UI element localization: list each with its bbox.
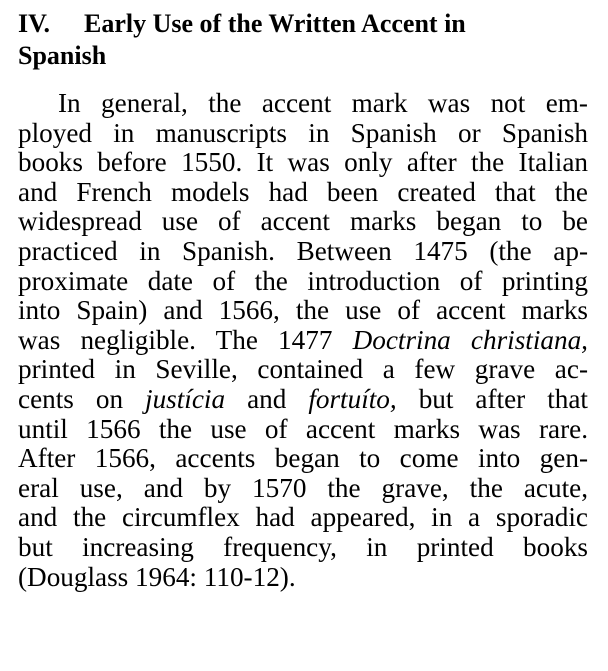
section-number: IV. [18, 9, 51, 38]
paragraph-line: and the circumflex had appeared, in a sporadic [18, 502, 588, 533]
paragraph-line: proximate date of the introduction of printing [18, 265, 588, 296]
paragraph-line [18, 326, 588, 356]
italic-title: Doctrina christiana, [352, 324, 588, 355]
paragraph-line [18, 385, 588, 415]
paragraph-line: books before 1550. It was only after the Italian [18, 147, 588, 178]
paragraph-line: into Spain) and 1566, the use of accent marks [18, 295, 588, 326]
text-segment: but after that [396, 383, 588, 414]
italic-word: fortuíto, [308, 383, 397, 414]
italic-word: justícia [145, 383, 226, 414]
paragraph-line: until 1566 the use of accent marks was rare. [18, 413, 588, 444]
document-page [18, 8, 588, 592]
text-segment: and [225, 383, 309, 414]
paragraph-line: (Douglass 1964: 110-12). [18, 561, 296, 592]
text-segment: was negligible. The 1477 [18, 324, 353, 355]
paragraph-line: practiced in Spanish. Between 1475 (the ap- [18, 235, 588, 266]
section-title: Early Use of the Written Accent in [84, 9, 466, 38]
section-title-continued: Spanish [18, 41, 107, 70]
paragraph-line: but increasing frequency, in printed books [18, 531, 588, 562]
paragraph-line: After 1566, accents began to come into gen- [18, 443, 588, 474]
paragraph-line: eral use, and by 1570 the grave, the acute, [18, 472, 588, 503]
paragraph-line: printed in Seville, contained a few grave ac- [18, 354, 588, 385]
paragraph-line: and French models had been created that the [18, 176, 588, 207]
paragraph-line: In general, the accent mark was not em- [58, 88, 588, 118]
section-heading [18, 8, 588, 72]
text-segment: cents on [18, 383, 146, 414]
paragraph-line: ployed in manuscripts in Spanish or Spanish [18, 117, 588, 148]
body-paragraph [18, 89, 588, 592]
paragraph-line: widespread use of accent marks began to be [18, 206, 588, 237]
